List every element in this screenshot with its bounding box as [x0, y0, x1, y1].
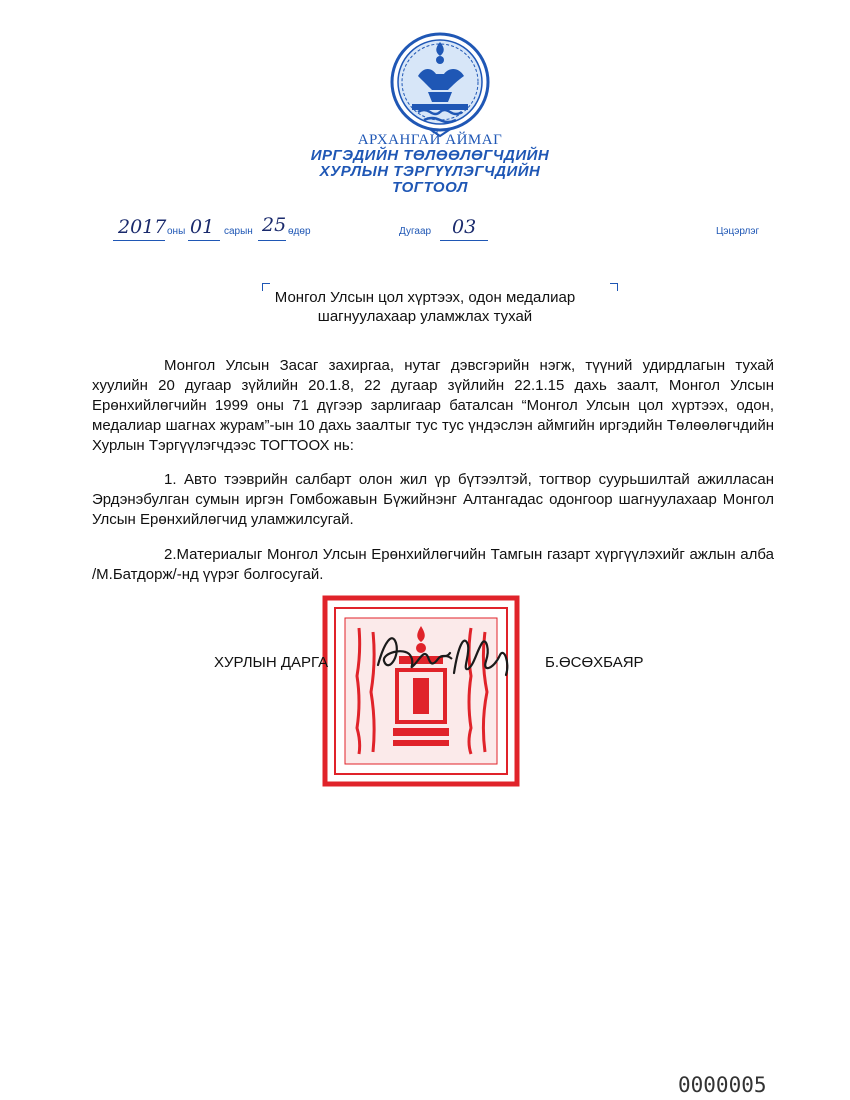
- preamble-paragraph: Монгол Улсын Засаг захиргаа, нутаг дэвсгэрийн нэгж, түүний удирдлагын тухай хуулийн 20 дугаар зүйлийн 20.1.8, 22 дугаар зүйлийн 22.1.15 дахь заалт, Монгол Улсын Ерөнхийлөгчийн 1999 оны 71 дүгээр зарлигаар баталсан “Монгол Улсын цол хүртээх, одон, медалиар шагнах журам”-ын 10 дахь заалтыг тус тус үндэслэн аймгийн иргэдийн Төлөөлөгчдийн Хурлын Тэргүүлэгчдээс ТОГТООХ нь:: [92, 357, 774, 454]
- day-underline: [258, 240, 286, 241]
- resolution-item-2: 2.Материалыг Монгол Улсын Ерөнхийлөгчийн Тамгын газарт хүргүүлэхийг ажлын алба /М.Батдорж/-нд үүрэг болгосугай.: [92, 546, 774, 583]
- number-label: Дугаар: [399, 226, 432, 237]
- place-label: Цэцэрлэг: [716, 226, 760, 237]
- handwritten-signature-icon: [370, 613, 520, 698]
- year-underline: [113, 240, 165, 241]
- date-day-handwritten: 25: [262, 214, 287, 236]
- resolution-item-1: 1. Авто тээврийн салбарт олон жил үр бүтээлтэй, тогтвор суурьшилтай ажилласан Эрдэнэбулган сумын иргэн Гомбожавын Бүжийнэнг Алтангадас одонгоор шагнуулахаар Монгол Улсын Ерөнхийлөгчид уламжилсугай.: [92, 471, 774, 528]
- number-underline: [440, 240, 488, 241]
- month-underline: [188, 240, 220, 241]
- state-emblem-icon: [388, 28, 492, 140]
- date-month-label: сарын: [224, 226, 253, 237]
- title-line-1: Монгол Улсын цол хүртээх, одон медалиар: [274, 289, 576, 306]
- signatory-name: Б.ӨСӨХБАЯР: [545, 654, 644, 671]
- header-presidium: ХУРЛЫН ТЭРГҮҮЛЭГЧДИЙН: [319, 163, 541, 180]
- date-day-label: өдөр: [288, 226, 311, 237]
- resolution-number-handwritten: 03: [452, 216, 477, 238]
- document-number: 0000005: [678, 1073, 767, 1097]
- date-month-handwritten: 01: [190, 216, 215, 238]
- title-line-2: шагнуулахаар уламжлах тухай: [317, 308, 533, 325]
- header-aimag: АРХАНГАЙ АЙМАГ: [357, 132, 503, 148]
- signatory-position: ХУРЛЫН ДАРГА: [214, 654, 329, 671]
- header-citizens-representatives: ИРГЭДИЙН ТӨЛӨӨЛӨГЧДИЙН: [310, 147, 550, 164]
- date-year-label: оны: [167, 226, 186, 237]
- date-year-handwritten: 2017: [118, 216, 167, 238]
- header-resolution: ТОГТООЛ: [392, 179, 468, 196]
